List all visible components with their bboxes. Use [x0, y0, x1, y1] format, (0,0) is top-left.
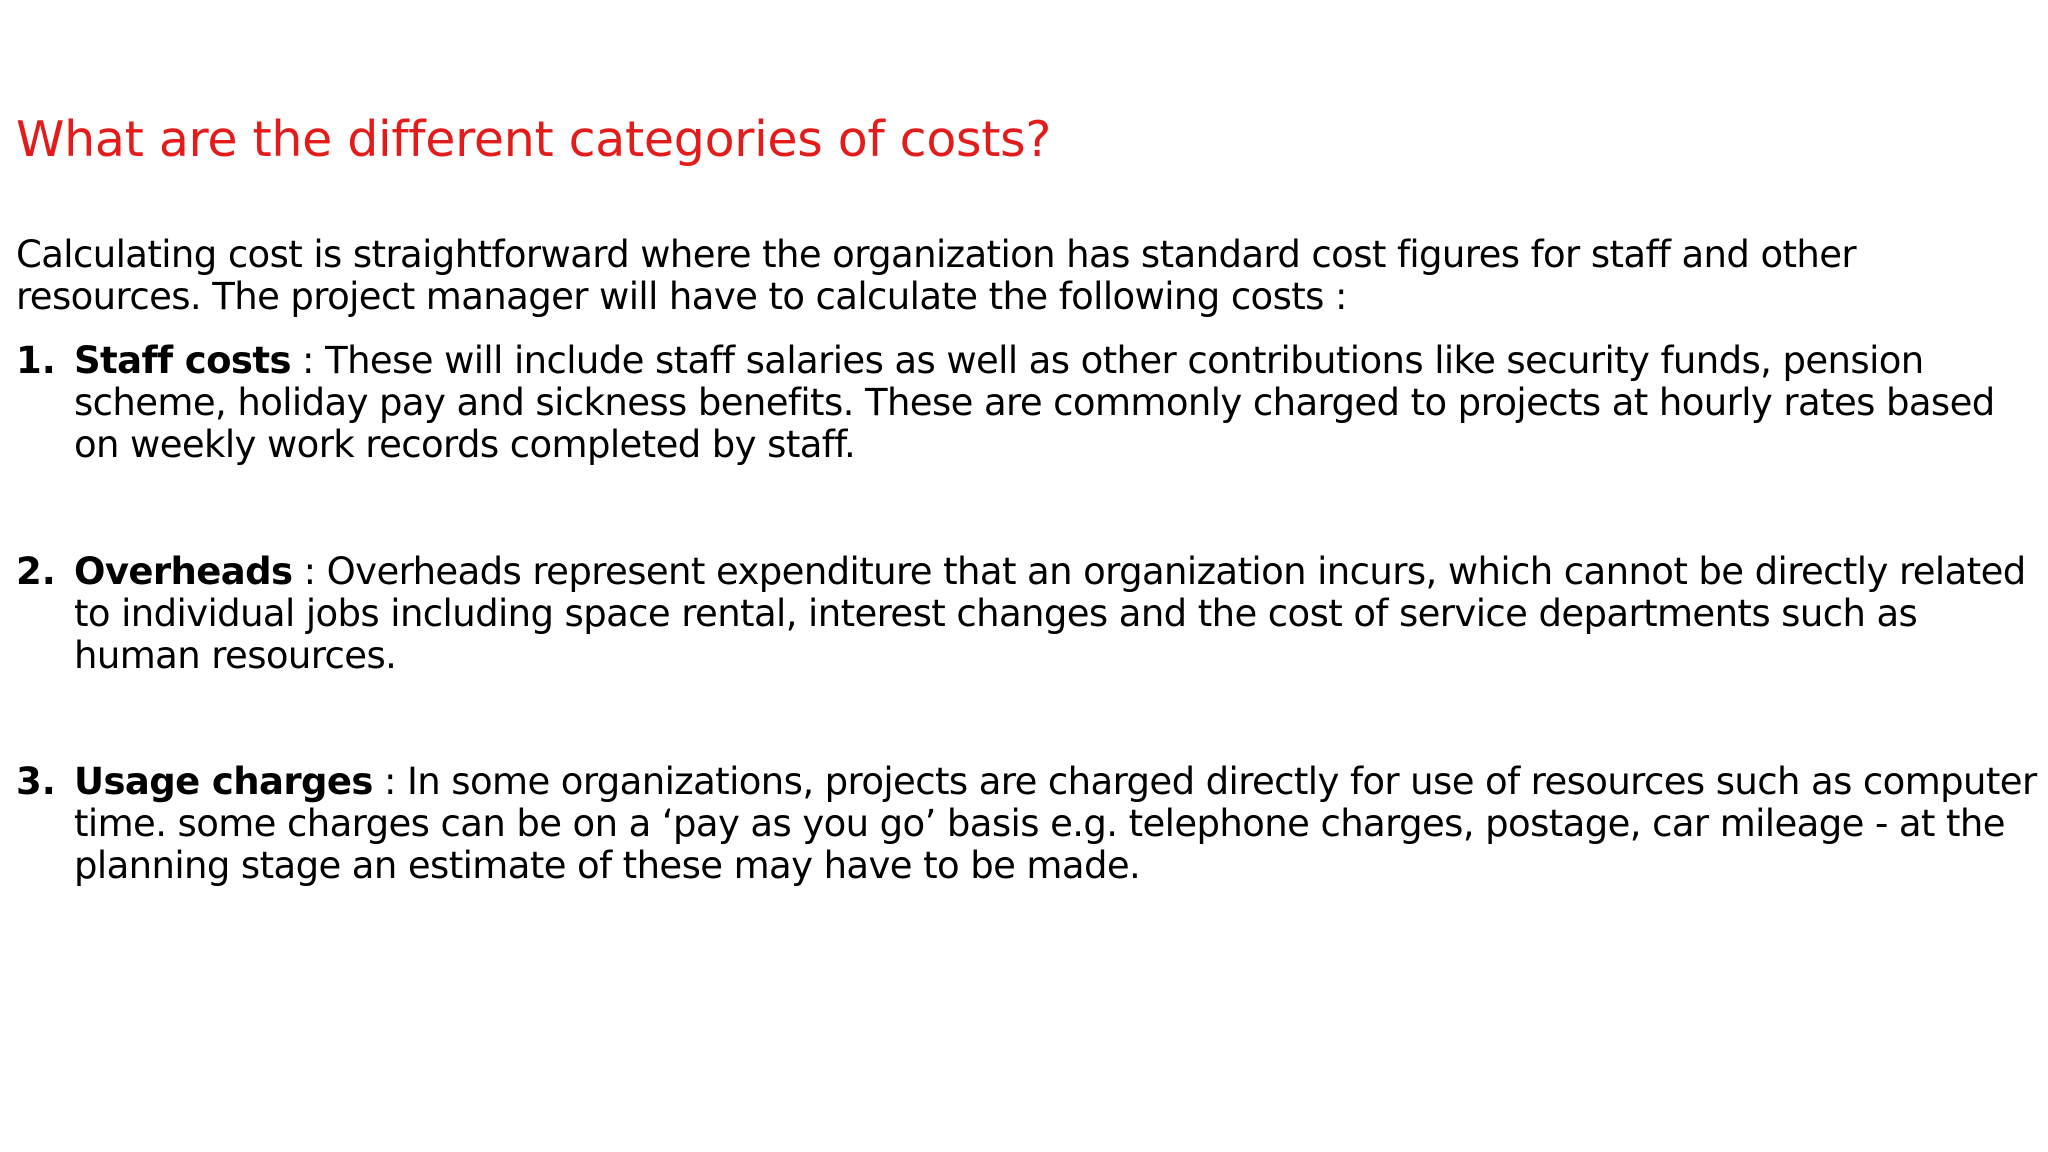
list-item-description: : In some organizations, projects are charged directly for use of resources such as computer time. some charges can be on a ‘pay as you go’ basis e.g. telephone charges, postage, car mileage - at the planning stage an estimate of these may have to be made. — [74, 760, 2037, 887]
list-item-description: : These will include staff salaries as well as other contributions like security funds, pension scheme, holiday pay and sickness benefits. These are commonly charged to projects at hourly rates based on weekly work records completed by staff. — [74, 339, 1995, 466]
intro-paragraph: Calculating cost is straightforward where the organization has standard cost figures for staff and other resources. The project manager will have to calculate the following costs : — [16, 233, 1857, 318]
list-item-term: Overheads — [74, 550, 293, 593]
list-item-term: Staff costs — [74, 339, 291, 382]
list-item-text — [74, 761, 2044, 887]
list-item-term: Usage charges — [74, 760, 373, 803]
list-item-number: 2. — [16, 550, 56, 593]
list-item-text — [74, 551, 2044, 677]
list-item-text — [74, 340, 2044, 466]
list-item-description: : Overheads represent expenditure that an organization incurs, which cannot be directly related to individual jobs including space rental, interest changes and the cost of service departments such as human resources. — [74, 550, 2026, 677]
slide-title: What are the different categories of costs? — [16, 111, 1052, 168]
list-item-number: 1. — [16, 339, 56, 382]
list-item-number: 3. — [16, 760, 56, 803]
